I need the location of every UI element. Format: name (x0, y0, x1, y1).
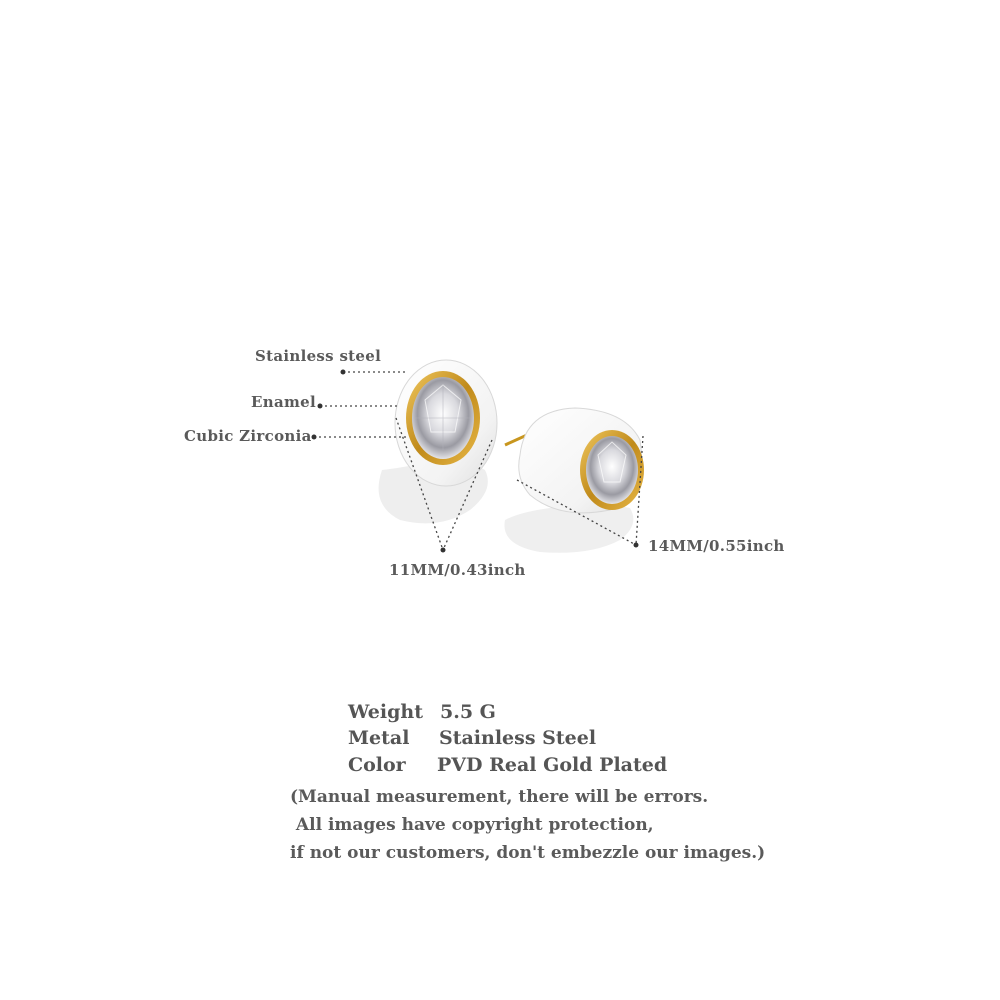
spec-weight-value: 5.5 G (440, 701, 496, 723)
spec-color-key: Color (348, 754, 406, 776)
label-stainless-steel: Stainless steel (255, 347, 382, 365)
spec-metal-key: Metal (348, 727, 410, 749)
note-line-3: if not our customers, don't embezzle our images.) (290, 843, 766, 863)
spec-weight-key: Weight (348, 701, 423, 723)
label-width-measure: 11MM/0.43inch (389, 561, 526, 579)
left-earring (395, 360, 497, 486)
right-earring (505, 408, 644, 513)
label-enamel: Enamel (251, 393, 316, 411)
note-line-1: (Manual measurement, there will be errors. (290, 787, 709, 807)
label-cubic-zirconia: Cubic Zirconia (184, 427, 312, 445)
spec-color-value: PVD Real Gold Plated (437, 754, 668, 776)
label-length-measure: 14MM/0.55inch (648, 537, 785, 555)
note-line-2: All images have copyright protection, (290, 815, 654, 835)
spec-metal-value: Stainless Steel (439, 727, 597, 749)
